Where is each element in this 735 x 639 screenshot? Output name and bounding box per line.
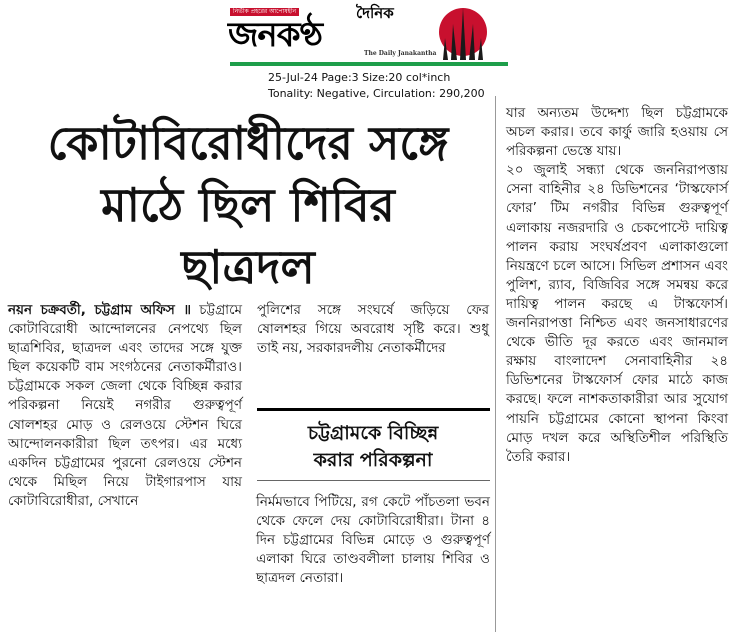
headline-line-2: মাঠে ছিল শিবির (101, 178, 395, 232)
clipping-meta-date-size: 25-Jul-24 Page:3 Size:20 col*inch (268, 71, 451, 84)
column-divider (495, 96, 496, 632)
subhead-line-1: চট্টগ্রামকে বিচ্ছিন্ন (307, 422, 439, 444)
masthead-logo-text: জনকণ্ঠ (228, 15, 323, 55)
article-column-2 (257, 301, 489, 358)
masthead-daily-word: দৈনিক (356, 4, 394, 22)
column-4-paragraph-1: যার অন্যতম উদ্দেশ্য ছিল চট্টগ্রামকে অচল করার। তবে কার্ফু জারি হওয়ায় সে পরিকল্পনা ভেস্তে যায়। (506, 105, 728, 160)
masthead-tagline: নির্ভীক প্রহরের আপোষহীন (230, 8, 299, 16)
masthead-green-bar (230, 62, 508, 66)
martyr-monument-emblem-icon (433, 2, 493, 64)
subhead-bottom-rule (257, 480, 490, 481)
article-column-3 (256, 493, 490, 588)
article-column-4 (506, 104, 728, 467)
headline-line-3: ছাত্রদল (181, 240, 315, 294)
masthead-english-name: The Daily Janakantha (364, 50, 437, 57)
column-4-paragraph-2: ২০ জুলাই সন্ধ্যা থেকে জননিরাপত্তায় সেনা বাহিনীর ২৪ ডিভিশনের ‘টাস্কফোর্স ফোর’ টিম নগরীর বিভিন্ন গুরুত্বপূর্ণ এলাকায় নজরদারি ও চেকপোস্টে দায়িত্ব পালন করায় সংঘর্ষপ্রবণ এলাকাগুলো নিয়ন্ত্রণে চলে আসে। সিভিল প্রশাসন এবং পুলিশ, র‍্যাব, বিজিবির সঙ্গে সমন্বয় করে দায়িত্ব পালন করছে এ টাস্কফোর্স। জননিরাপত্তা নিশ্চিত এবং জনসাধারণের থেকে ভীতি দূর করতে এবং জানমাল রক্ষায় বাংলাদেশ সেনাবাহিনীর ২৪ ডিভিশনের টাস্কফোর্স ফোর মাঠে কাজ করছে। ফলে নাশকতাকারীরা আর সুযোগ পায়নি চট্টগ্রামের কোনো স্থাপনা কিংবা মোড় দখল করে অস্থিতিশীল পরিস্থিতি তৈরি করার। (506, 162, 728, 465)
article-column-1 (8, 301, 242, 511)
article-subhead (257, 420, 489, 474)
clipping-meta-tonality: Tonality: Negative, Circulation: 290,200 (268, 87, 485, 100)
column-1-text: চট্টগ্রামে কোটাবিরোধী আন্দোলনের নেপথ্যে ছিল ছাত্রশিবির, ছাত্রদল এবং তাদের সঙ্গে যুক্ত ছিল কয়েকটি বাম সংগঠনের নেতাকর্মীরাও। চট্টগ্রামকে সকল জেলা থেকে বিচ্ছিন্ন করার পরিকল্পনা নিয়েই নগরীর গুরুত্বপূর্ণ ষোলশহর মোড় ও রেলওয়ে স্টেশন ঘিরে আন্দোলনকারীরা ছিল তৎপর। এর মধ্যে একদিন চট্টগ্রামের পুরনো রেলওয়ে স্টেশন থেকে মিছিল নিয়ে টাইগারপাস যায় কোটাবিরোধীরা, সেখানে (8, 302, 243, 509)
column-2-text: পুলিশের সঙ্গে সংঘর্ষে জড়িয়ে ফের ষোলশহর গিয়ে অবরোধ সৃষ্টি করে। শুধু তাই নয়, সরকারদলীয় নেতাকর্মীদের (257, 302, 489, 357)
subhead-top-rule (257, 408, 490, 411)
subhead-line-2: করার পরিকল্পনা (313, 449, 433, 471)
headline-line-1: কোটাবিরোধীদের সঙ্গে (47, 116, 449, 170)
column-3-text: নির্মমভাবে পিটিয়ে, রগ কেটে পাঁচতলা ভবন থেকে ফেলে দেয় কোটাবিরোধীরা। টানা ৪ দিন চট্টগ্রামের বিভিন্ন মোড়ে ও গুরুত্বপূর্ণ এলাকা ঘিরে তাণ্ডবলীলা চালায় শিবির ও ছাত্রদল নেতারা। (256, 494, 490, 587)
article-byline: নয়ন চক্রবর্তী, চট্টগ্রাম অফিস ॥ (8, 302, 192, 318)
newspaper-masthead (228, 2, 510, 68)
article-headline (0, 112, 496, 298)
